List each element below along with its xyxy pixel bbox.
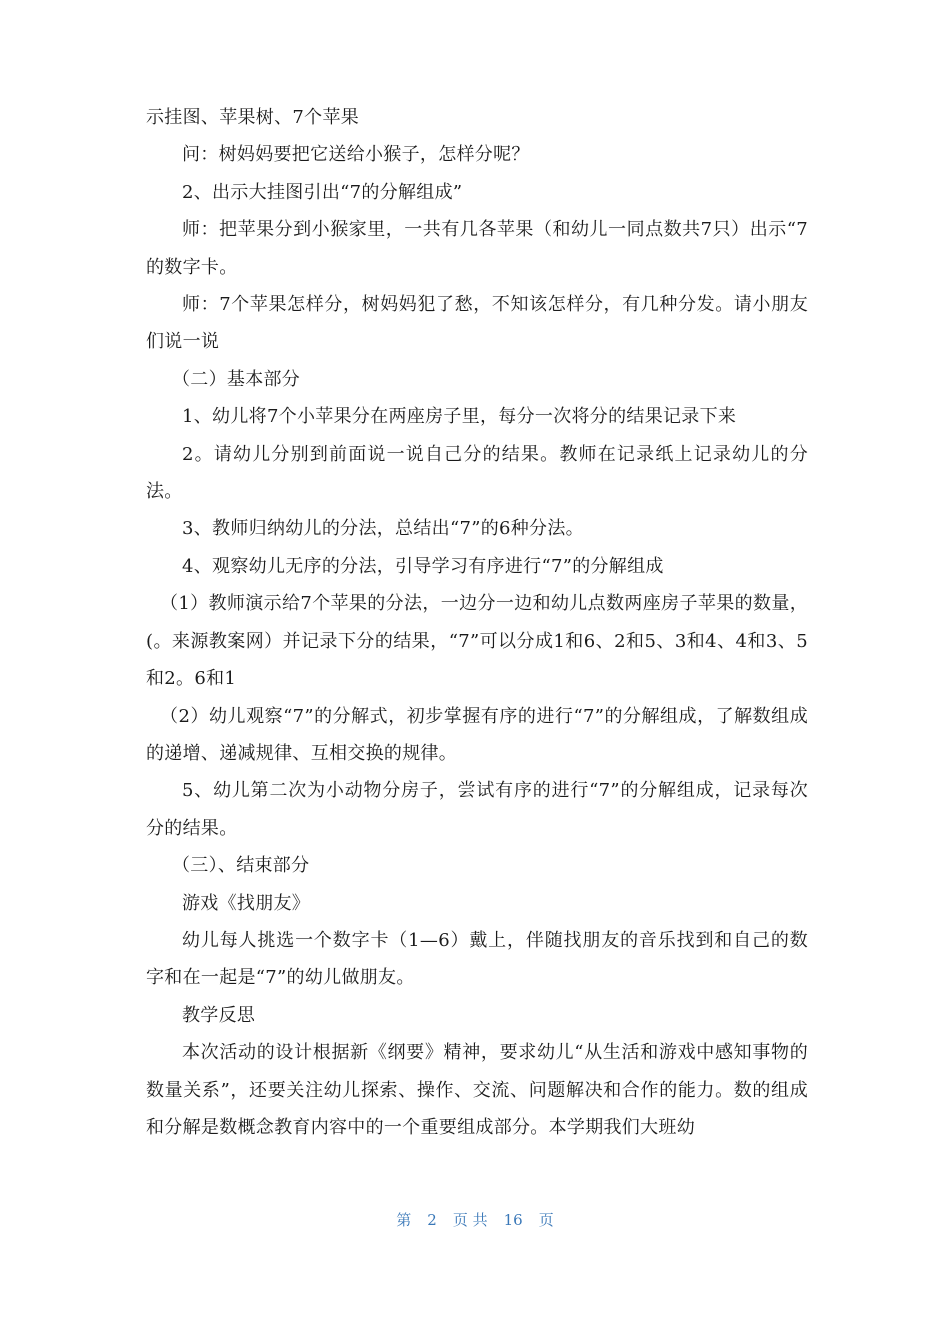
document-body bbox=[146, 99, 808, 1146]
page-footer bbox=[0, 1209, 950, 1230]
section-heading: （三）、结束部分 bbox=[172, 855, 310, 877]
paragraph: 4、观察幼儿无序的分法，引导学习有序进行“7”的分解组成 bbox=[182, 555, 664, 577]
paragraph: 5、幼儿第二次为小动物分房子，尝试有序的进行“7”的分解组成，记录每次分的结果。 bbox=[146, 780, 808, 839]
footer-label-page: 第 bbox=[396, 1211, 412, 1229]
paragraph: 问：树妈妈要把它送给小猴子，怎样分呢？ bbox=[182, 144, 530, 166]
paragraph: （2）幼儿观察“7”的分解式，初步掌握有序的进行“7”的分解组成，了解数组成的递增、递减规律、互相交换的规律。 bbox=[146, 705, 808, 764]
paragraph: 2。请幼儿分别到前面说一说自己分的结果。教师在记录纸上记录幼儿的分法。 bbox=[146, 443, 808, 503]
section-heading: 教学反思 bbox=[182, 1004, 256, 1026]
paragraph: 师：7个苹果怎样分，树妈妈犯了愁，不知该怎样分，有几种分发。请小朋友们说一说 bbox=[146, 294, 808, 353]
paragraph: 1、幼儿将7个小苹果分在两座房子里，每分一次将分的结果记录下来 bbox=[182, 406, 737, 428]
paragraph: 本次活动的设计根据新《纲要》精神，要求幼儿“从生活和游戏中感知事物的数量关系”，还要关注幼儿探索、操作、交流、问题解决和合作的能力。数的组成和分解是数概念教育内容中的一个重要组成部分。本学期我们大班幼 bbox=[146, 1042, 808, 1138]
paragraph: （1）教师演示给7个苹果的分法，一边分一边和幼儿点数两座房子苹果的数量，(。来源教案网）并记录下分的结果，“7”可以分成1和6、2和5、3和4、4和3、5和2。6和1 bbox=[146, 593, 808, 690]
footer-label-end: 页 bbox=[538, 1211, 554, 1229]
footer-current-page: 2 bbox=[427, 1211, 437, 1229]
section-heading: （二）基本部分 bbox=[172, 368, 301, 390]
paragraph: 示挂图、苹果树、7个苹果 bbox=[146, 107, 360, 128]
paragraph: 游戏《找朋友》 bbox=[182, 892, 311, 914]
paragraph: 师：把苹果分到小猴家里，一共有几各苹果（和幼儿一同点数共7只）出示“7的数字卡。 bbox=[146, 219, 808, 278]
footer-total-pages: 16 bbox=[503, 1211, 523, 1229]
paragraph: 幼儿每人挑选一个数字卡（1—6）戴上，伴随找朋友的音乐找到和自己的数字和在一起是“7”的幼儿做朋友。 bbox=[146, 929, 808, 989]
footer-label-of: 页 共 bbox=[452, 1211, 488, 1229]
paragraph: 2、出示大挂图引出“7的分解组成” bbox=[182, 181, 463, 203]
paragraph: 3、教师归纳幼儿的分法，总结出“7”的6种分法。 bbox=[182, 518, 584, 540]
